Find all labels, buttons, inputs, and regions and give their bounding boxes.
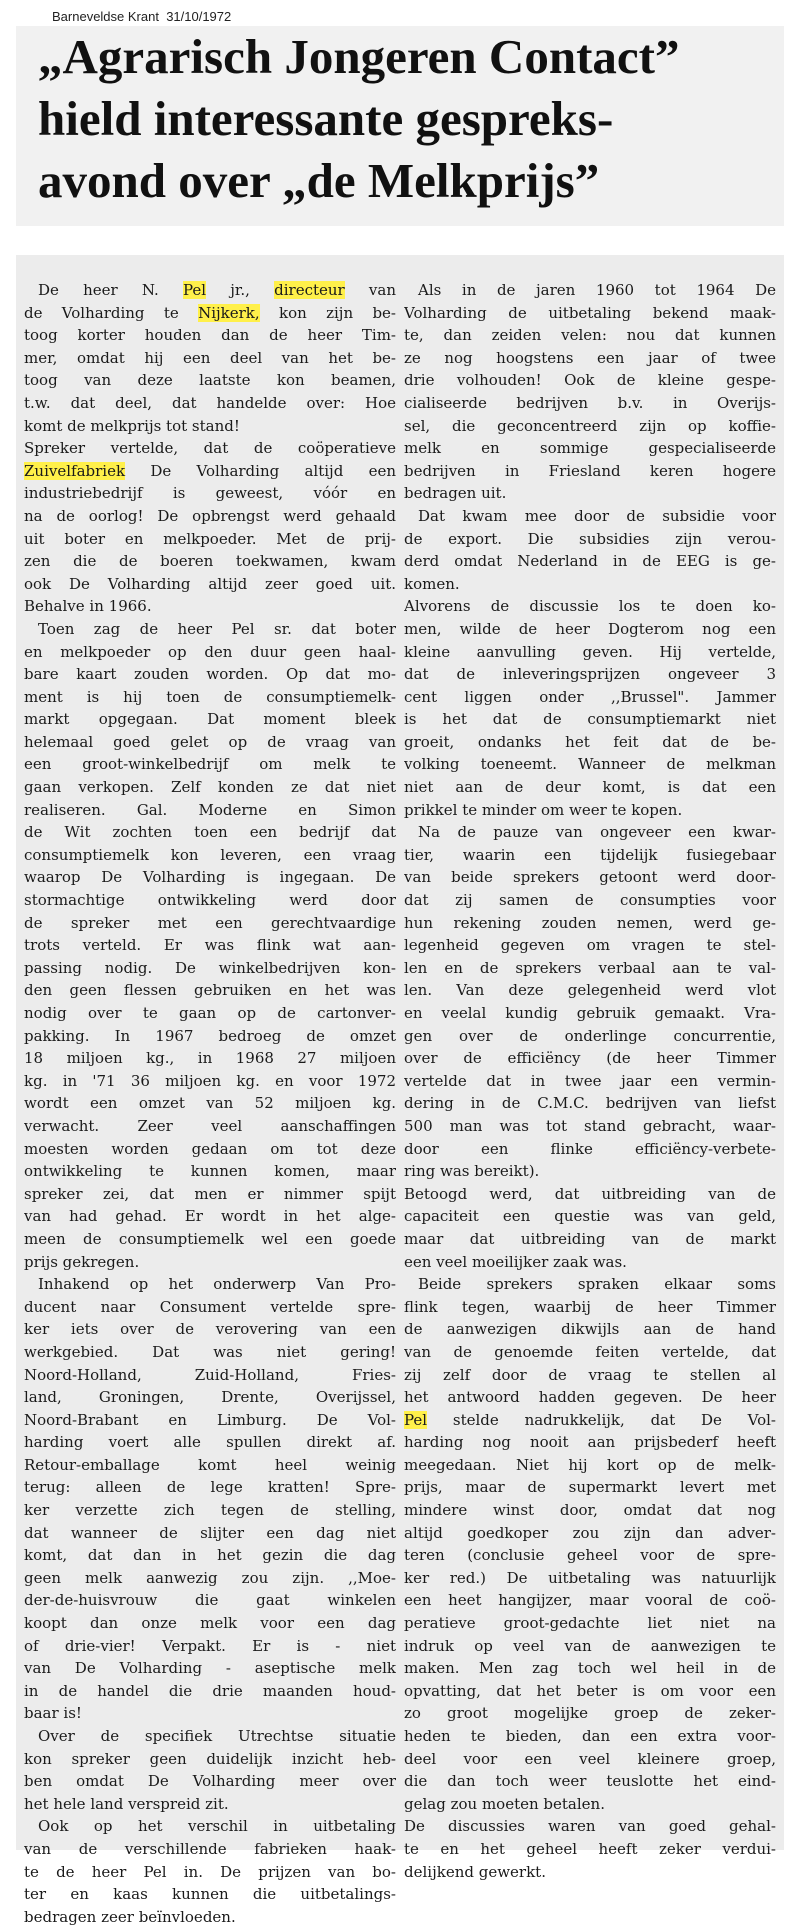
text-line: van De Volharding - aseptische melk bbox=[24, 1659, 396, 1678]
text-line: volking toeneemt. Wanneer de melkman bbox=[404, 755, 776, 774]
text-line: nodig over te gaan op de cartonver- bbox=[24, 1004, 396, 1022]
text-line: wordt een omzet van 52 miljoen kg. bbox=[24, 1094, 396, 1113]
text-line: niet aan de deur komt, is dat een bbox=[404, 778, 776, 797]
text-line: men, wilde de heer Dogterom nog een bbox=[404, 619, 776, 638]
text-line: realiseren. Gal. Moderne en Simon bbox=[24, 800, 396, 819]
text-line: De heer N. Pel jr., directeur van bbox=[38, 281, 396, 299]
text-line: len. Van deze gelegenheid werd vlot bbox=[404, 981, 776, 1000]
text-line: moesten worden gedaan om tot deze bbox=[24, 1139, 396, 1158]
text-line: uit boter en melkpoeder. Met de prij- bbox=[24, 529, 396, 548]
text-line: harding nog nooit aan prijsbederf heeft bbox=[404, 1433, 776, 1452]
text-line: Na de pauze van ongeveer een kwar- bbox=[418, 823, 776, 842]
text-line: Alvorens de discussie los te doen ko- bbox=[404, 597, 776, 616]
article-column-right bbox=[404, 279, 776, 1883]
text-line: land, Groningen, Drente, Overijssel, bbox=[24, 1388, 396, 1407]
headline-line: hield interessante gespreks- bbox=[38, 91, 614, 146]
text-line: markt opgegaan. Dat moment bleek bbox=[24, 710, 396, 729]
text-line: dat zij samen de consumpties voor bbox=[404, 891, 776, 910]
text-line: drie volhouden! Ook de kleine gespe- bbox=[404, 371, 776, 390]
text-line: de Volharding te Nijkerk, kon zijn be- bbox=[24, 303, 396, 322]
text-line: bedragen uit. bbox=[404, 484, 507, 503]
text-line: altijd goedkoper zou zijn dan adver- bbox=[404, 1523, 776, 1542]
headline-line: avond over „de Melkprijs” bbox=[38, 153, 600, 208]
text-line: dat de inleveringsprijzen ongeveer 3 bbox=[404, 665, 776, 684]
text-line: stormachtige ontwikkeling werd door bbox=[24, 891, 396, 910]
text-line: komt de melkprijs tot stand! bbox=[24, 416, 240, 435]
text-line: helemaal goed gelet op de vraag van bbox=[24, 732, 396, 751]
text-line: De discussies waren van goed gehal- bbox=[404, 1817, 776, 1836]
text-line: mindere winst door, omdat dat nog bbox=[404, 1501, 776, 1520]
text-line: sel, die geconcentreerd zijn op koffie- bbox=[404, 416, 776, 435]
text-line: t.w. dat deel, dat handelde over: Hoe bbox=[24, 393, 396, 412]
text-line: cent liggen onder ,,Brussel". Jammer bbox=[404, 687, 776, 706]
text-line: mer, omdat hij een deel van het be- bbox=[24, 348, 396, 367]
text-line: van de verschillende fabrieken haak- bbox=[24, 1839, 396, 1858]
text-line: opvatting, dat het beter is om voor een bbox=[404, 1681, 776, 1700]
article-column-left bbox=[24, 279, 396, 1928]
text-line: en melkpoeder op den duur geen haal- bbox=[24, 642, 396, 661]
text-line: maken. Men zag toch wel heil in de bbox=[404, 1659, 776, 1678]
text-line: consumptiemelk kon leveren, een vraag bbox=[24, 845, 396, 864]
text-line: te de heer Pel in. De prijzen van bo- bbox=[24, 1862, 396, 1881]
text-line: ducent naar Consument vertelde spre- bbox=[24, 1297, 396, 1316]
text-line: peratieve groot-gedachte liet niet na bbox=[404, 1614, 776, 1633]
text-line: ker verzette zich tegen de stelling, bbox=[24, 1501, 396, 1520]
text-line: kleine aanvulling geven. Hij vertelde, bbox=[404, 642, 776, 661]
text-line: len en de sprekers verbaal aan te val- bbox=[404, 958, 776, 977]
text-line: Over de specifiek Utrechtse situatie bbox=[38, 1727, 396, 1745]
text-line: Volharding de uitbetaling bekend maak- bbox=[404, 303, 776, 322]
text-line: ring was bereikt). bbox=[404, 1162, 540, 1181]
highlighted-word: Nijkerk, bbox=[198, 303, 260, 322]
text-line: zen die de boeren toekwamen, kwam bbox=[24, 552, 396, 571]
text-line: in de handel die drie maanden houd- bbox=[24, 1681, 396, 1700]
text-line: harding voert alle spullen direkt af. bbox=[24, 1433, 396, 1452]
text-line: Pel stelde nadrukkelijk, dat De Vol- bbox=[404, 1410, 776, 1429]
text-line: de Wit zochten toen een bedrijf dat bbox=[24, 823, 396, 842]
text-line: ment is hij toen de consumptiemelk- bbox=[24, 687, 396, 706]
highlighted-word: directeur bbox=[274, 281, 345, 299]
text-line: maar dat uitbreiding van de markt bbox=[404, 1229, 776, 1248]
text-line: komt, dat dan in het gezin die dag bbox=[24, 1546, 396, 1565]
text-line: derd omdat Nederland in de EEG is ge- bbox=[404, 552, 776, 571]
text-line: het hele land verspreid zit. bbox=[24, 1794, 229, 1813]
text-line: heden te bieden, dan een extra voor- bbox=[404, 1727, 776, 1745]
text-line: Ook op het verschil in uitbetaling bbox=[38, 1817, 396, 1836]
text-line: flink tegen, waarbij de heer Timmer bbox=[404, 1297, 776, 1316]
text-line: ook De Volharding altijd zeer goed uit. bbox=[24, 574, 396, 593]
text-line: Spreker vertelde, dat de coöperatieve bbox=[24, 439, 396, 458]
text-line: van beide sprekers getoont werd door- bbox=[404, 868, 776, 887]
text-line: trots verteld. Er was flink wat aan- bbox=[24, 936, 396, 955]
text-line: Noord-Holland, Zuid-Holland, Fries- bbox=[24, 1365, 396, 1384]
text-line: toog korter houden dan de heer Tim- bbox=[24, 326, 396, 345]
text-line: delijkend gewerkt. bbox=[404, 1862, 546, 1881]
text-line: passing nodig. De winkelbedrijven kon- bbox=[24, 958, 396, 977]
text-line: kon spreker geen duidelijk inzicht heb- bbox=[24, 1749, 396, 1768]
text-line: ter en kaas kunnen die uitbetalings- bbox=[24, 1885, 396, 1904]
text-line: Zuivelfabriek De Volharding altijd een bbox=[24, 461, 396, 480]
text-line: ontwikkeling te kunnen komen, maar bbox=[24, 1162, 396, 1181]
text-line: kg. in '71 36 miljoen kg. en voor 1972 bbox=[24, 1071, 396, 1090]
headline-line: „Agrarisch Jongeren Contact” bbox=[38, 29, 680, 84]
text-line: vertelde dat in twee jaar een vermin- bbox=[404, 1071, 776, 1090]
text-line: Retour-emballage komt heel weinig bbox=[24, 1455, 396, 1474]
text-line: gelag zou moeten betalen. bbox=[404, 1794, 605, 1813]
publication-date: 31/10/1972 bbox=[166, 9, 232, 24]
text-line: Beide sprekers spraken elkaar soms bbox=[418, 1275, 776, 1294]
text-line: cialiseerde bedrijven b.v. in Overijs- bbox=[404, 393, 776, 412]
text-line: terug: alleen de lege kratten! Spre- bbox=[24, 1478, 396, 1497]
text-line: zo groot mogelijke groep de zeker- bbox=[404, 1704, 776, 1723]
text-line: ker iets over de verovering van een bbox=[24, 1320, 396, 1339]
text-line: meegedaan. Niet hij kort op de melk- bbox=[404, 1455, 776, 1474]
text-line: Toen zag de heer Pel sr. dat boter bbox=[38, 619, 396, 638]
text-line: van had gehad. Er wordt in het alge- bbox=[24, 1207, 396, 1226]
text-line: waarop De Volharding is ingegaan. De bbox=[24, 868, 396, 887]
headline bbox=[38, 26, 778, 212]
text-line: een heet hangijzer, maar vooral de coö- bbox=[404, 1591, 776, 1610]
text-line: groeit, ondanks het feit dat de be- bbox=[404, 732, 776, 751]
text-line: en veelal kundig gebruik gemaakt. Vra- bbox=[404, 1004, 776, 1022]
text-line: zij zelf door de vraag te stellen al bbox=[404, 1365, 776, 1384]
text-line: hun rekening zouden nemen, werd ge- bbox=[404, 913, 776, 932]
text-line: is het dat de consumptiemarkt niet bbox=[404, 710, 776, 729]
text-line: gaan verkopen. Zelf konden ze dat niet bbox=[24, 778, 396, 797]
publication-name: Barneveldse Krant bbox=[52, 9, 159, 24]
highlighted-word: Zuivelfabriek bbox=[24, 461, 126, 480]
text-line: capaciteit een questie was van geld, bbox=[404, 1207, 776, 1226]
text-line: over de efficiëncy (de heer Timmer bbox=[404, 1049, 776, 1068]
text-line: de export. Die subsidies zijn verou- bbox=[404, 529, 776, 548]
text-line: verwacht. Zeer veel aanschaffingen bbox=[24, 1116, 396, 1135]
text-line: Inhakend op het onderwerp Van Pro- bbox=[38, 1275, 396, 1294]
text-line: te, dan zeiden velen: nou dat kunnen bbox=[404, 326, 776, 345]
text-line: koopt dan onze melk voor een dag bbox=[24, 1614, 396, 1633]
text-line: gen over de onderlinge concurrentie, bbox=[404, 1026, 776, 1045]
text-line: Als in de jaren 1960 tot 1964 De bbox=[418, 281, 776, 299]
text-line: of drie-vier! Verpakt. Er is - niet bbox=[24, 1636, 396, 1655]
text-line: Dat kwam mee door de subsidie voor bbox=[418, 506, 776, 525]
text-line: een groot-winkelbedrijf om melk te bbox=[24, 755, 396, 774]
text-line: prijs, maar de supermarkt levert met bbox=[404, 1478, 776, 1497]
highlighted-word: Pel bbox=[182, 281, 207, 299]
text-line: spreker zei, dat men er nimmer spijt bbox=[24, 1184, 396, 1203]
text-line: Behalve in 1966. bbox=[24, 597, 152, 616]
text-line: komen. bbox=[404, 574, 460, 593]
text-line: 18 miljoen kg., in 1968 27 miljoen bbox=[24, 1049, 396, 1068]
text-line: meen de consumptiemelk wel een goede bbox=[24, 1229, 396, 1248]
text-line: legenheid gegeven om vragen te stel- bbox=[404, 936, 776, 955]
text-line: Betoogd werd, dat uitbreiding van de bbox=[404, 1184, 776, 1203]
text-line: ze nog hoogstens een jaar of twee bbox=[404, 348, 776, 367]
text-line: het antwoord hadden gegeven. De heer bbox=[404, 1388, 776, 1407]
text-line: pakking. In 1967 bedroeg de omzet bbox=[24, 1026, 396, 1045]
text-line: die dan toch weer teuslotte het eind- bbox=[404, 1772, 776, 1791]
text-line: dering in de C.M.C. bedrijven van liefst bbox=[404, 1094, 776, 1113]
text-line: ben omdat De Volharding meer over bbox=[24, 1772, 396, 1791]
text-line: melk en sommige gespecialiseerde bbox=[404, 439, 776, 458]
text-line: van de genoemde feiten vertelde, dat bbox=[404, 1342, 776, 1361]
text-line: te en het geheel heeft zeker verdui- bbox=[404, 1839, 776, 1858]
text-line: werkgebied. Dat was niet gering! bbox=[24, 1342, 396, 1361]
text-line: door een flinke efficiëncy-verbete- bbox=[404, 1139, 776, 1158]
highlighted-word: Pel bbox=[404, 1410, 428, 1429]
text-line: der-de-huisvrouw die gaat winkelen bbox=[24, 1591, 396, 1610]
text-line: bedrijven in Friesland keren hogere bbox=[404, 461, 776, 480]
text-line: bedragen zeer beïnvloeden. bbox=[24, 1907, 236, 1926]
text-line: bare kaart zouden worden. Op dat mo- bbox=[24, 665, 396, 684]
text-line: indruk op veel van de aanwezigen te bbox=[404, 1636, 776, 1655]
text-line: teren (conclusie geheel voor de spre- bbox=[404, 1546, 776, 1565]
text-line: baar is! bbox=[24, 1704, 82, 1723]
text-line: den geen flessen gebruiken en het was bbox=[24, 981, 396, 1000]
text-line: prijs gekregen. bbox=[24, 1252, 140, 1271]
text-line: na de oorlog! De opbrengst werd gehaald bbox=[24, 506, 396, 525]
text-line: tier, waarin een tijdelijk fusiegebaar bbox=[404, 845, 776, 864]
text-line: 500 man was tot stand gebracht, waar- bbox=[404, 1116, 776, 1135]
text-line: industriebedrijf is geweest, vóór en bbox=[24, 484, 396, 503]
text-line: ker red.) De uitbetaling was natuurlijk bbox=[404, 1568, 776, 1587]
text-line: de aanwezigen dikwijls aan de hand bbox=[404, 1320, 776, 1339]
text-line: de spreker met een gerechtvaardige bbox=[24, 913, 396, 932]
text-line: deel voor een veel kleinere groep, bbox=[404, 1749, 776, 1768]
text-line: prikkel te minder om weer te kopen. bbox=[404, 800, 683, 819]
source-line bbox=[52, 9, 231, 24]
text-line: toog van deze laatste kon beamen, bbox=[24, 371, 396, 390]
text-line: dat wanneer de slijter een dag niet bbox=[24, 1523, 396, 1542]
text-line: een veel moeilijker zaak was. bbox=[404, 1252, 627, 1271]
text-line: geen melk aanwezig zou zijn. ,,Moe- bbox=[24, 1568, 396, 1587]
text-line: Noord-Brabant en Limburg. De Vol- bbox=[24, 1410, 396, 1429]
